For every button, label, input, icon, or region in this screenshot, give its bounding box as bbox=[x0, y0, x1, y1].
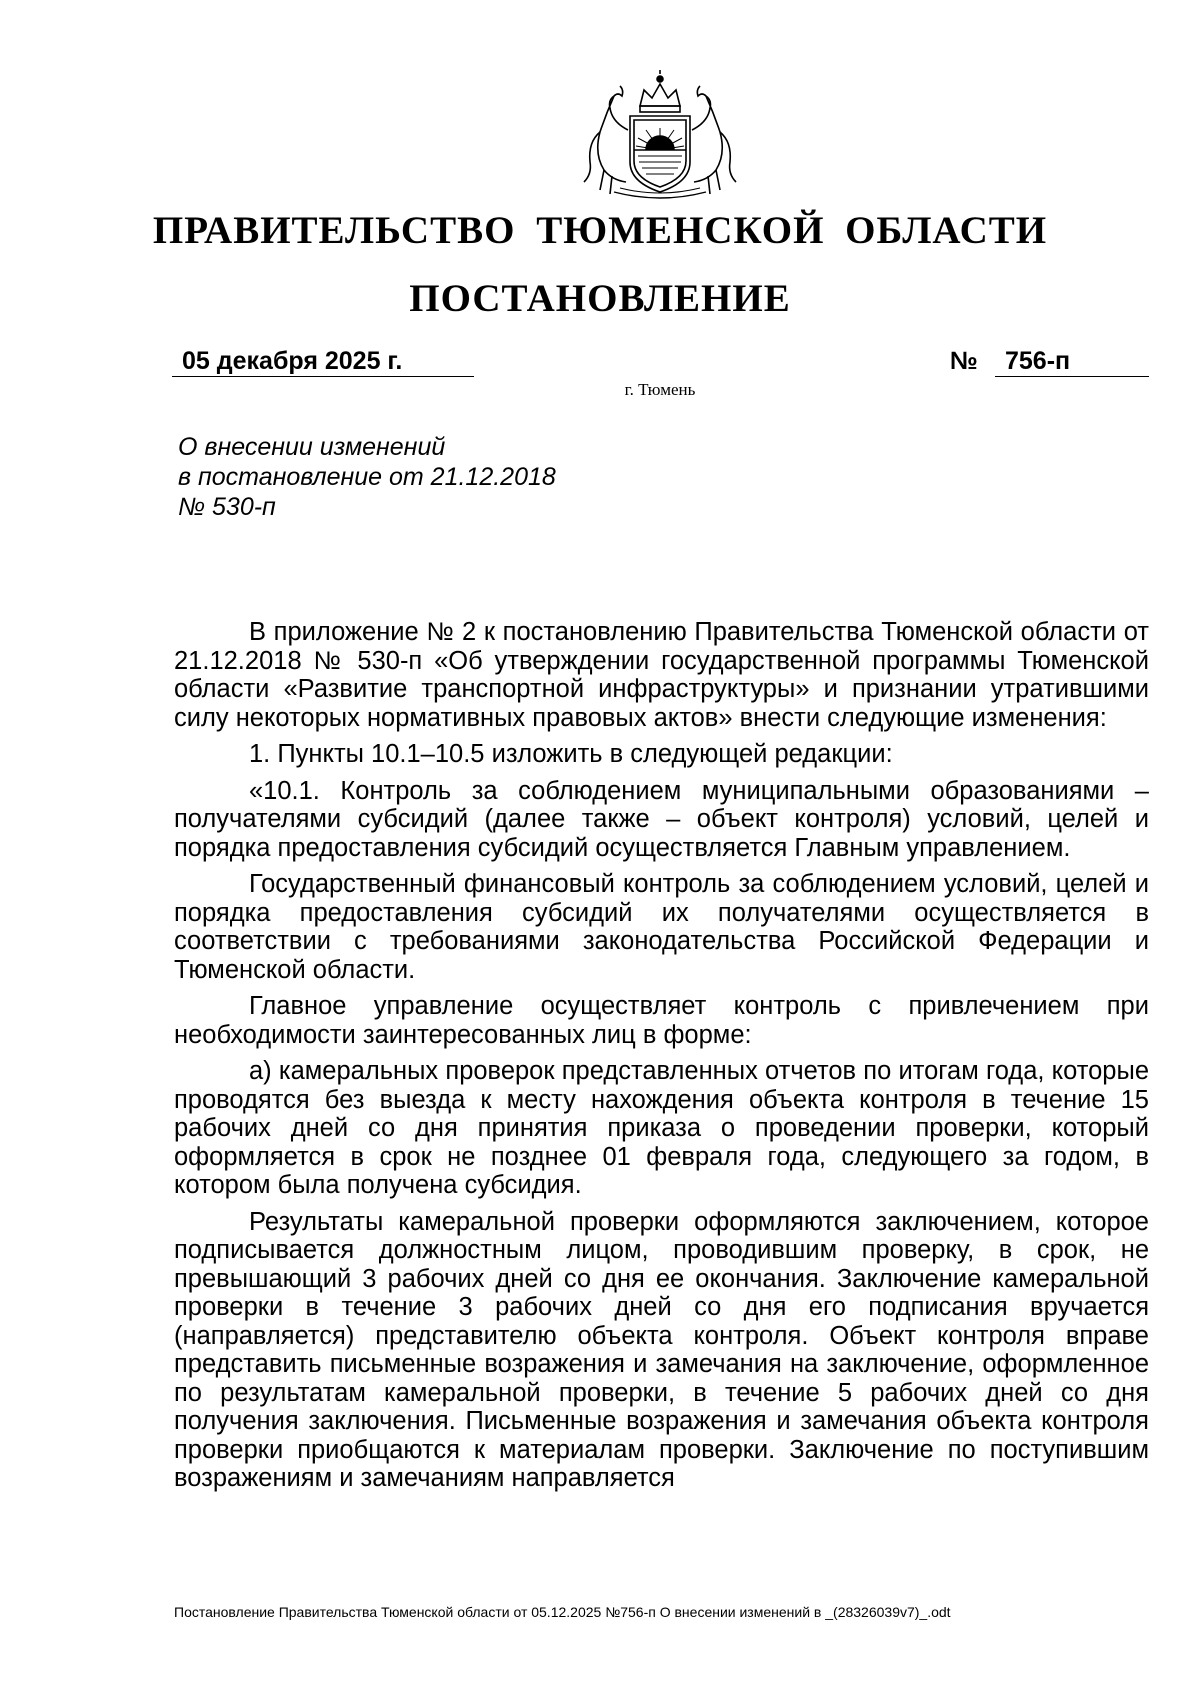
subject-line: О внесении изменений bbox=[178, 433, 446, 461]
document-subject bbox=[178, 432, 556, 522]
document-type-title: ПОСТАНОВЛЕНИЕ bbox=[409, 277, 791, 320]
document-body bbox=[174, 618, 1149, 1501]
subject-line: в постановление от 21.12.2018 bbox=[178, 463, 556, 491]
body-paragraph: а) камеральных проверок представленных отчетов по итогам года, которые проводятся без выезда к месту нахождения объекта контроля в течение 15 рабочих дней со дня принятия приказа о проведении проверки, который оформляется в срок не позднее 01 февраля года, следующего за годом, в котором была получена субсидия. bbox=[174, 1057, 1149, 1199]
organization-title: ПРАВИТЕЛЬСТВО ТЮМЕНСКОЙ ОБЛАСТИ bbox=[152, 209, 1048, 252]
body-paragraph: Государственный финансовый контроль за соблюдением условий, целей и порядка предоставления субсидий их получателями осуществляется в соответствии с требованиями законодательства Российской Федерации и Тюменской области. bbox=[174, 870, 1149, 984]
document-number: 756-п bbox=[995, 346, 1149, 377]
body-paragraph: 1. Пункты 10.1–10.5 изложить в следующей редакции: bbox=[249, 740, 893, 768]
subject-line: № 530-п bbox=[178, 493, 276, 521]
body-paragraph: Результаты камеральной проверки оформляются заключением, которое подписывается должностным лицом, проводившим проверку, в срок, не превышающий 3 рабочих дней со дня ее окончания. Заключение камеральной проверки в течение 3 рабочих дней со дня его подписания вручается (направляется) представителю объекта контроля. Объект контроля вправе представить письменные возражения и замечания на заключение, оформленное по результатам камеральной проверки, в течение 5 рабочих дней со дня получения заключения. Письменные возражения и замечания объекта контроля проверки приобщаются к материалам проверки. Заключение по поступившим возражениям и замечаниям направляется bbox=[174, 1207, 1149, 1492]
document-date: 05 декабря 2025 г. bbox=[172, 346, 474, 377]
coat-of-arms-icon bbox=[560, 70, 760, 202]
number-sign: № bbox=[950, 347, 978, 375]
body-paragraph: В приложение № 2 к постановлению Правительства Тюменской области от 21.12.2018 № 530-п «Об утверждении государственной программы Тюменской области «Развитие транспортной инфраструктуры» и признании утратившими силу некоторых нормативных правовых актов» внести следующие изменения: bbox=[174, 618, 1149, 732]
page-footer: Постановление Правительства Тюменской области от 05.12.2025 №756-п О внесении изменений в _(28326039v7)_.odt bbox=[174, 1604, 951, 1620]
body-paragraph: «10.1. Контроль за соблюдением муниципальными образованиями – получателями субсидий (далее также – объект контроля) условий, целей и порядка предоставления субсидий осуществляется Главным управлением. bbox=[174, 776, 1149, 862]
body-paragraph: Главное управление осуществляет контроль с привлечением при необходимости заинтересованных лиц в форме: bbox=[174, 992, 1149, 1049]
document-city: г. Тюмень bbox=[624, 380, 696, 399]
